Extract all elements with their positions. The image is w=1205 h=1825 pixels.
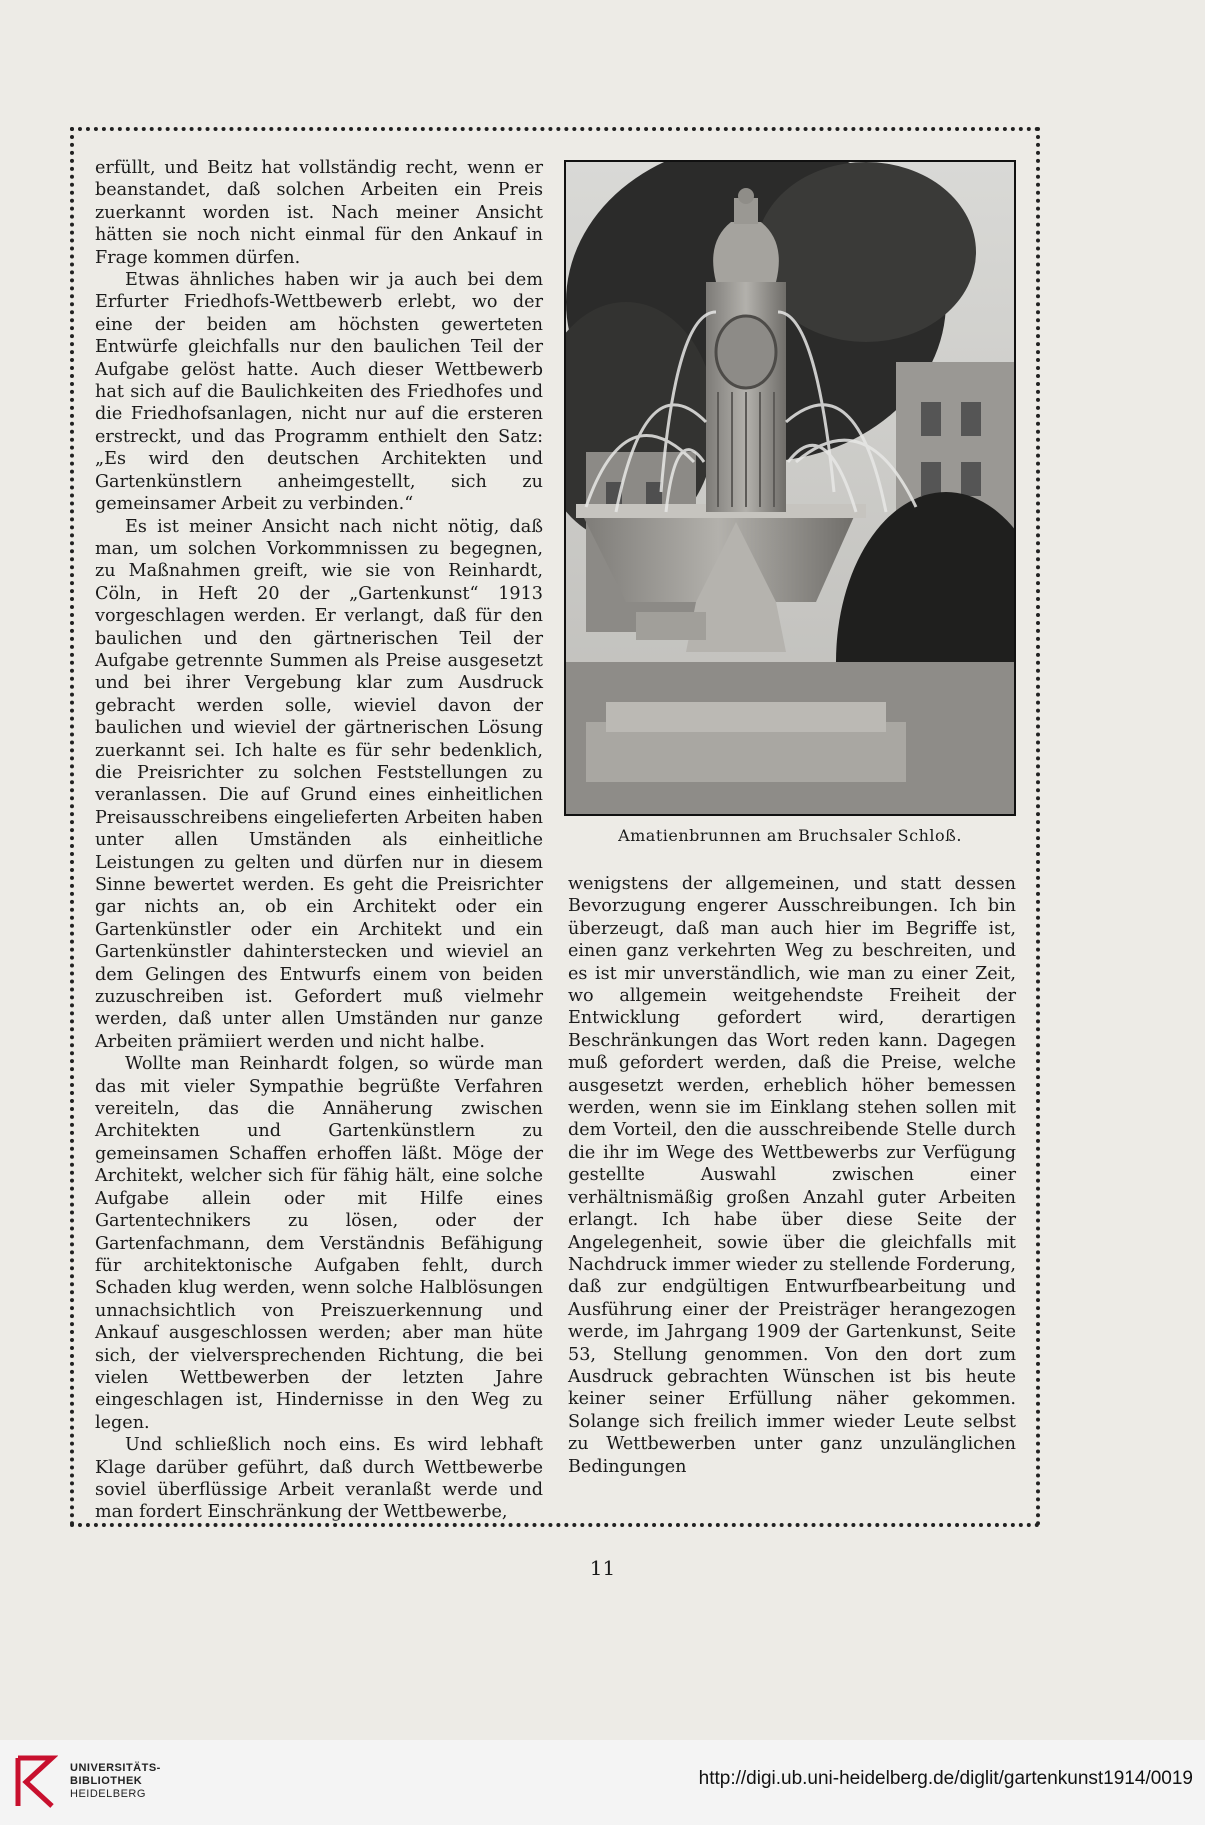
library-name-line: BIBLIOTHEK (70, 1775, 143, 1787)
library-name-line: UNIVERSITÄTS- (70, 1762, 161, 1774)
paragraph: Es ist meiner Ansicht nach nicht nötig, daß man, um solchen Vorkommnissen zu begegnen, zu Maßnahmen greift, wie sie von Reinhardt, Cöln, in Heft 20 der „Gartenkunst“ 1913 vorgeschlagen werden. Er verlangt, daß für den baulichen und den gärtnerischen Teil der Aufgabe getrennte Summen als Preise ausgesetzt und bei ihrer Vergebung klar zum Ausdruck gebracht werden solle, wieviel davon der baulichen und wieviel der gärtnerischen Lösung zuerkannt sei. Ich halte es für sehr bedenklich, die Preisrichter zu solchen Feststellungen zu veranlassen. Die auf Grund eines einheitlichen Preisausschreibens eingelieferten Arbeiten haben unter allen Umständen als einheitliche Leistungen zu gelten und dürfen nur in diesem Sinne bewertet werden. Es geht die Preisrichter gar nichts an, ob ein Architekt oder ein Gartenkünstler oder ein Architekt und ein Gartenkünstler dahinterstecken und wieviel an dem Gelingen des Entwurfs einem von beiden zuzuschreiben ist. Gefordert muß vielmehr werden, daß unter allen Umständen nur ganze Arbeiten prämiiert werden und nicht halbe. (95, 516, 543, 1052)
library-logo-icon[interactable] (12, 1752, 58, 1812)
fountain-photograph (564, 160, 1016, 816)
paragraph: Wollte man Reinhardt folgen, so würde man das mit vieler Sympathie begrüßte Verfahren vereiteln, das die Annäherung zwischen Architekten und Gartenkünstlern zu gemeinsamen Schaffen erhoffen läßt. Möge der Architekt, welcher sich für fähig hält, eine solche Aufgabe allein oder mit Hilfe eines Gartentechnikers zu lösen, oder der Gartenfachmann, dem Verständnis Befähigung für architektonische Aufgaben fehlt, durch Schaden klug werden, wenn solche Halblösungen unnachsichtlich von Preiszuerkennung und Ankauf ausgeschlossen werden; aber man hüte sich, der vielversprechenden Richtung, die bei vielen Wettbewerben der letzten Jahre eingeschlagen ist, Hindernisse in den Weg zu legen. (95, 1054, 543, 1433)
paragraph: Und schließlich noch eins. Es wird lebhaft Klage darüber geführt, daß durch Wettbewerbe soviel überflüssige Arbeit veranlaßt werde und man fordert Einschränkung der Wettbewerbe, (95, 1435, 543, 1523)
paragraph: erfüllt, und Beitz hat vollständig recht, wenn er beanstandet, daß solchen Arbeiten ein Preis zuerkannt worden ist. Nach meiner Ansicht hätten sie noch nicht einmal für den Ankauf in Frage kommen dürfen. (95, 158, 543, 268)
library-name-line: HEIDELBERG (70, 1788, 146, 1800)
paragraph: wenigstens der allgemeinen, und statt dessen Bevorzugung engerer Ausschreibungen. Ich bin überzeugt, daß man auch hier im Begriffe ist, einen ganz verkehrten Weg zu beschreiten, und es ist mir unverständlich, wie man zu einer Zeit, wo allgemein weitgehendste Freiheit der Entwicklung gefordert wird, derartigen Beschränkungen das Wort reden kann. Dagegen muß gefordert werden, daß die Preise, welche ausgesetzt werden, erheblich höher bemessen werden, wenn sie im Einklang stehen sollen mit dem Vorteil, den die ausschreibende Stelle durch die ihr im Wege des Wettbewerbs zur Verfügung gestellte Auswahl zwischen einer verhältnismäßig großen Anzahl guter Arbeiten erlangt. Ich habe über diese Seite der Angelegenheit, sowie über die gleichfalls mit Nachdruck immer wieder zu stellende Forderung, daß zur endgültigen Entwurfbearbeitung und Ausführung einer der Preisträger herangezogen werde, im Jahrgang 1909 der Gartenkunst, Seite 53, Stellung genommen. Von den dort zum Ausdruck gebrachten Wünschen ist bis heute keiner seiner Erfüllung näher gekommen. Solange sich freilich immer wieder Leute selbst zu Wettbewerben unter ganz unzulänglichen Bedingungen (568, 874, 1016, 1477)
library-name (70, 1762, 161, 1801)
paragraph: Etwas ähnliches haben wir ja auch bei dem Erfurter Friedhofs-Wettbewerb erlebt, wo der eine der beiden am höchsten gewerteten Entwürfe gleichfalls nur den baulichen Teil der Aufgabe gelöst hatte. Auch dieser Wettbewerb hat sich auf die Baulichkeiten des Friedhofes und die Friedhofsanlagen, nicht nur auf die ersteren erstreckt, und das Programm enthielt den Satz: „Es wird den deutschen Architekten und Gartenkünstlern anheimgestellt, sich zu gemeinsamer Arbeit zu verbinden.“ (95, 270, 543, 515)
page-number: 11 (589, 1556, 616, 1580)
figure-caption: Amatienbrunnen am Bruchsaler Schloß. (618, 826, 962, 845)
left-text-column (95, 157, 543, 1524)
footer-bar (0, 1740, 1205, 1825)
permalink-url[interactable]: http://digi.ub.uni-heidelberg.de/diglit/gartenkunst1914/0019 (698, 1768, 1193, 1789)
right-text-column (568, 873, 1016, 1478)
